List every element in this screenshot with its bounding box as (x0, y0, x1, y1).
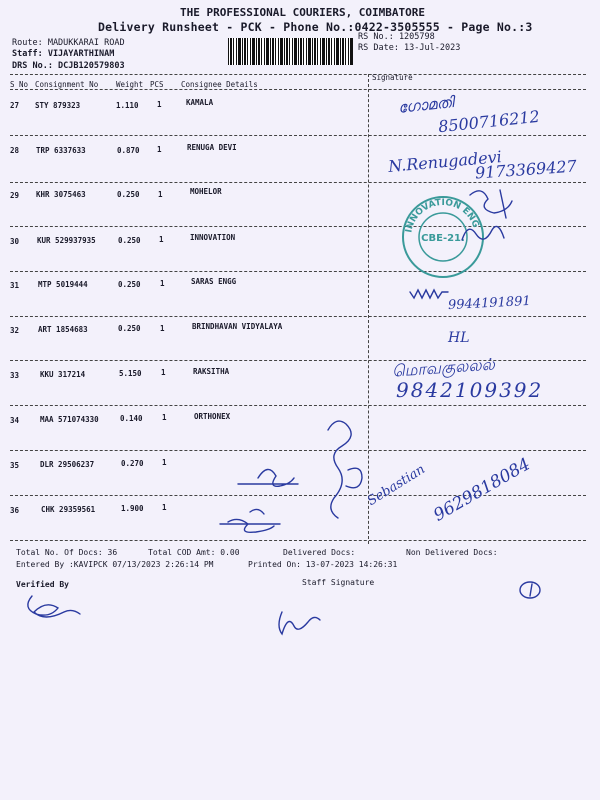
row-sno: 27 (10, 101, 20, 110)
company-title: THE PROFESSIONAL COURIERS, COIMBATORE (180, 6, 426, 19)
row-consignment: DLR 29506237 (40, 460, 95, 469)
verified-by: Verified By (16, 580, 69, 589)
row-consignee: ORTHONEX (194, 412, 231, 421)
row-sno: 34 (10, 416, 20, 425)
handwriting-name: N.Renugadevi (387, 147, 503, 176)
row-consignment: MAA 571074330 (40, 415, 99, 424)
row-sno: 35 (10, 461, 20, 470)
row-consignment: TRP 6337633 (36, 146, 86, 155)
entered-by: Entered By :KAVIPCK 07/13/2023 2:26:14 PM (16, 560, 214, 569)
col-sno: S No (10, 80, 29, 89)
handwriting-name: Sebastian (364, 461, 428, 510)
handwriting-name: ഗോമതി (397, 93, 455, 117)
row-sno: 31 (10, 281, 20, 290)
drs-number: DRS No.: DCJB120579803 (12, 61, 125, 71)
row-weight: 1.110 (116, 101, 139, 110)
col-signature: Signature (372, 73, 413, 82)
stamp-center-text: CBE-21. (421, 233, 465, 244)
row-consignment: STY 879323 (35, 101, 81, 110)
row-weight: 0.250 (117, 190, 140, 199)
row-weight: 1.900 (121, 504, 144, 513)
row-pcs: 1 (161, 368, 166, 377)
row-pcs: 1 (162, 413, 167, 422)
col-pcs: PCS (150, 80, 164, 89)
staff-label: Staff: VIJAYARTHINAM (12, 49, 115, 59)
row-consignment: KHR 3075463 (36, 190, 86, 199)
row-weight: 0.250 (118, 324, 141, 333)
row-sno: 36 (10, 506, 20, 515)
col-weight: Weight (116, 80, 144, 89)
row-consignment: KUR 529937935 (37, 236, 96, 245)
total-cod: Total COD Amt: 0.00 (148, 548, 240, 557)
row-pcs: 1 (157, 145, 162, 154)
handwriting-name: மொவகுலலல் (391, 354, 496, 381)
stamp-ring-text: INNOVATION ENG (404, 197, 481, 234)
col-consignee: Consignee Details (181, 80, 258, 89)
row-consignment: ART 1854683 (38, 325, 88, 334)
rs-date: RS Date: 13-Jul-2023 (358, 43, 461, 53)
row-consignee: SARAS ENGG (191, 277, 237, 286)
row-sno: 28 (10, 146, 20, 155)
row-sno: 33 (10, 371, 20, 380)
row-sno: 30 (10, 237, 20, 246)
row-consignee: KAMALA (186, 98, 214, 107)
row-weight: 0.250 (118, 236, 141, 245)
row-pcs: 1 (159, 235, 164, 244)
delivered-docs: Delivered Docs: (283, 548, 356, 557)
handwriting-initials: HL (448, 330, 470, 346)
row-consignee: RAKSITHA (193, 367, 230, 376)
row-weight: 0.870 (117, 146, 140, 155)
row-consignment: MTP 5019444 (38, 280, 88, 289)
row-sno: 32 (10, 326, 20, 335)
handwriting-phone: 8500716212 (437, 106, 541, 137)
row-consignee: MOHELOR (190, 187, 222, 196)
printed-on: Printed On: 13-07-2023 14:26:31 (248, 560, 398, 569)
row-pcs: 1 (160, 324, 165, 333)
row-weight: 0.140 (120, 414, 143, 423)
row-sno: 29 (10, 191, 20, 200)
handwriting-phone: 9842109392 (396, 378, 544, 402)
row-consignment: KKU 317214 (40, 370, 86, 379)
staff-signature: Staff Signature (302, 578, 375, 587)
handwriting-phone: 9944191891 (447, 293, 532, 314)
row-consignee: BRINDHAVAN VIDYALAYA (192, 322, 283, 331)
row-consignee: INNOVATION (190, 233, 236, 242)
row-pcs: 1 (162, 458, 167, 467)
non-delivered-docs: Non Delivered Docs: (406, 548, 498, 557)
row-consignment: CHK 29359561 (41, 505, 96, 514)
col-consignment: Consignment No (35, 80, 99, 89)
row-pcs: 1 (160, 279, 165, 288)
row-pcs: 1 (158, 190, 163, 199)
total-docs: Total No. Of Docs: 36 (16, 548, 118, 557)
row-pcs: 1 (157, 100, 162, 109)
row-consignee: RENUGA DEVI (187, 143, 237, 152)
handwriting-phone: 9173369427 (474, 156, 578, 183)
route-label: Route: MADUKKARAI ROAD (12, 38, 125, 48)
row-weight: 0.250 (118, 280, 141, 289)
row-weight: 5.150 (119, 369, 142, 378)
row-pcs: 1 (162, 503, 167, 512)
row-weight: 0.270 (121, 459, 144, 468)
runsheet-title: Delivery Runsheet - PCK - Phone No.:0422-3505555 - Page No.:3 (98, 20, 533, 34)
handwriting-phone: 9629818084 (430, 454, 534, 526)
rs-number: RS No.: 1205798 (358, 32, 435, 42)
